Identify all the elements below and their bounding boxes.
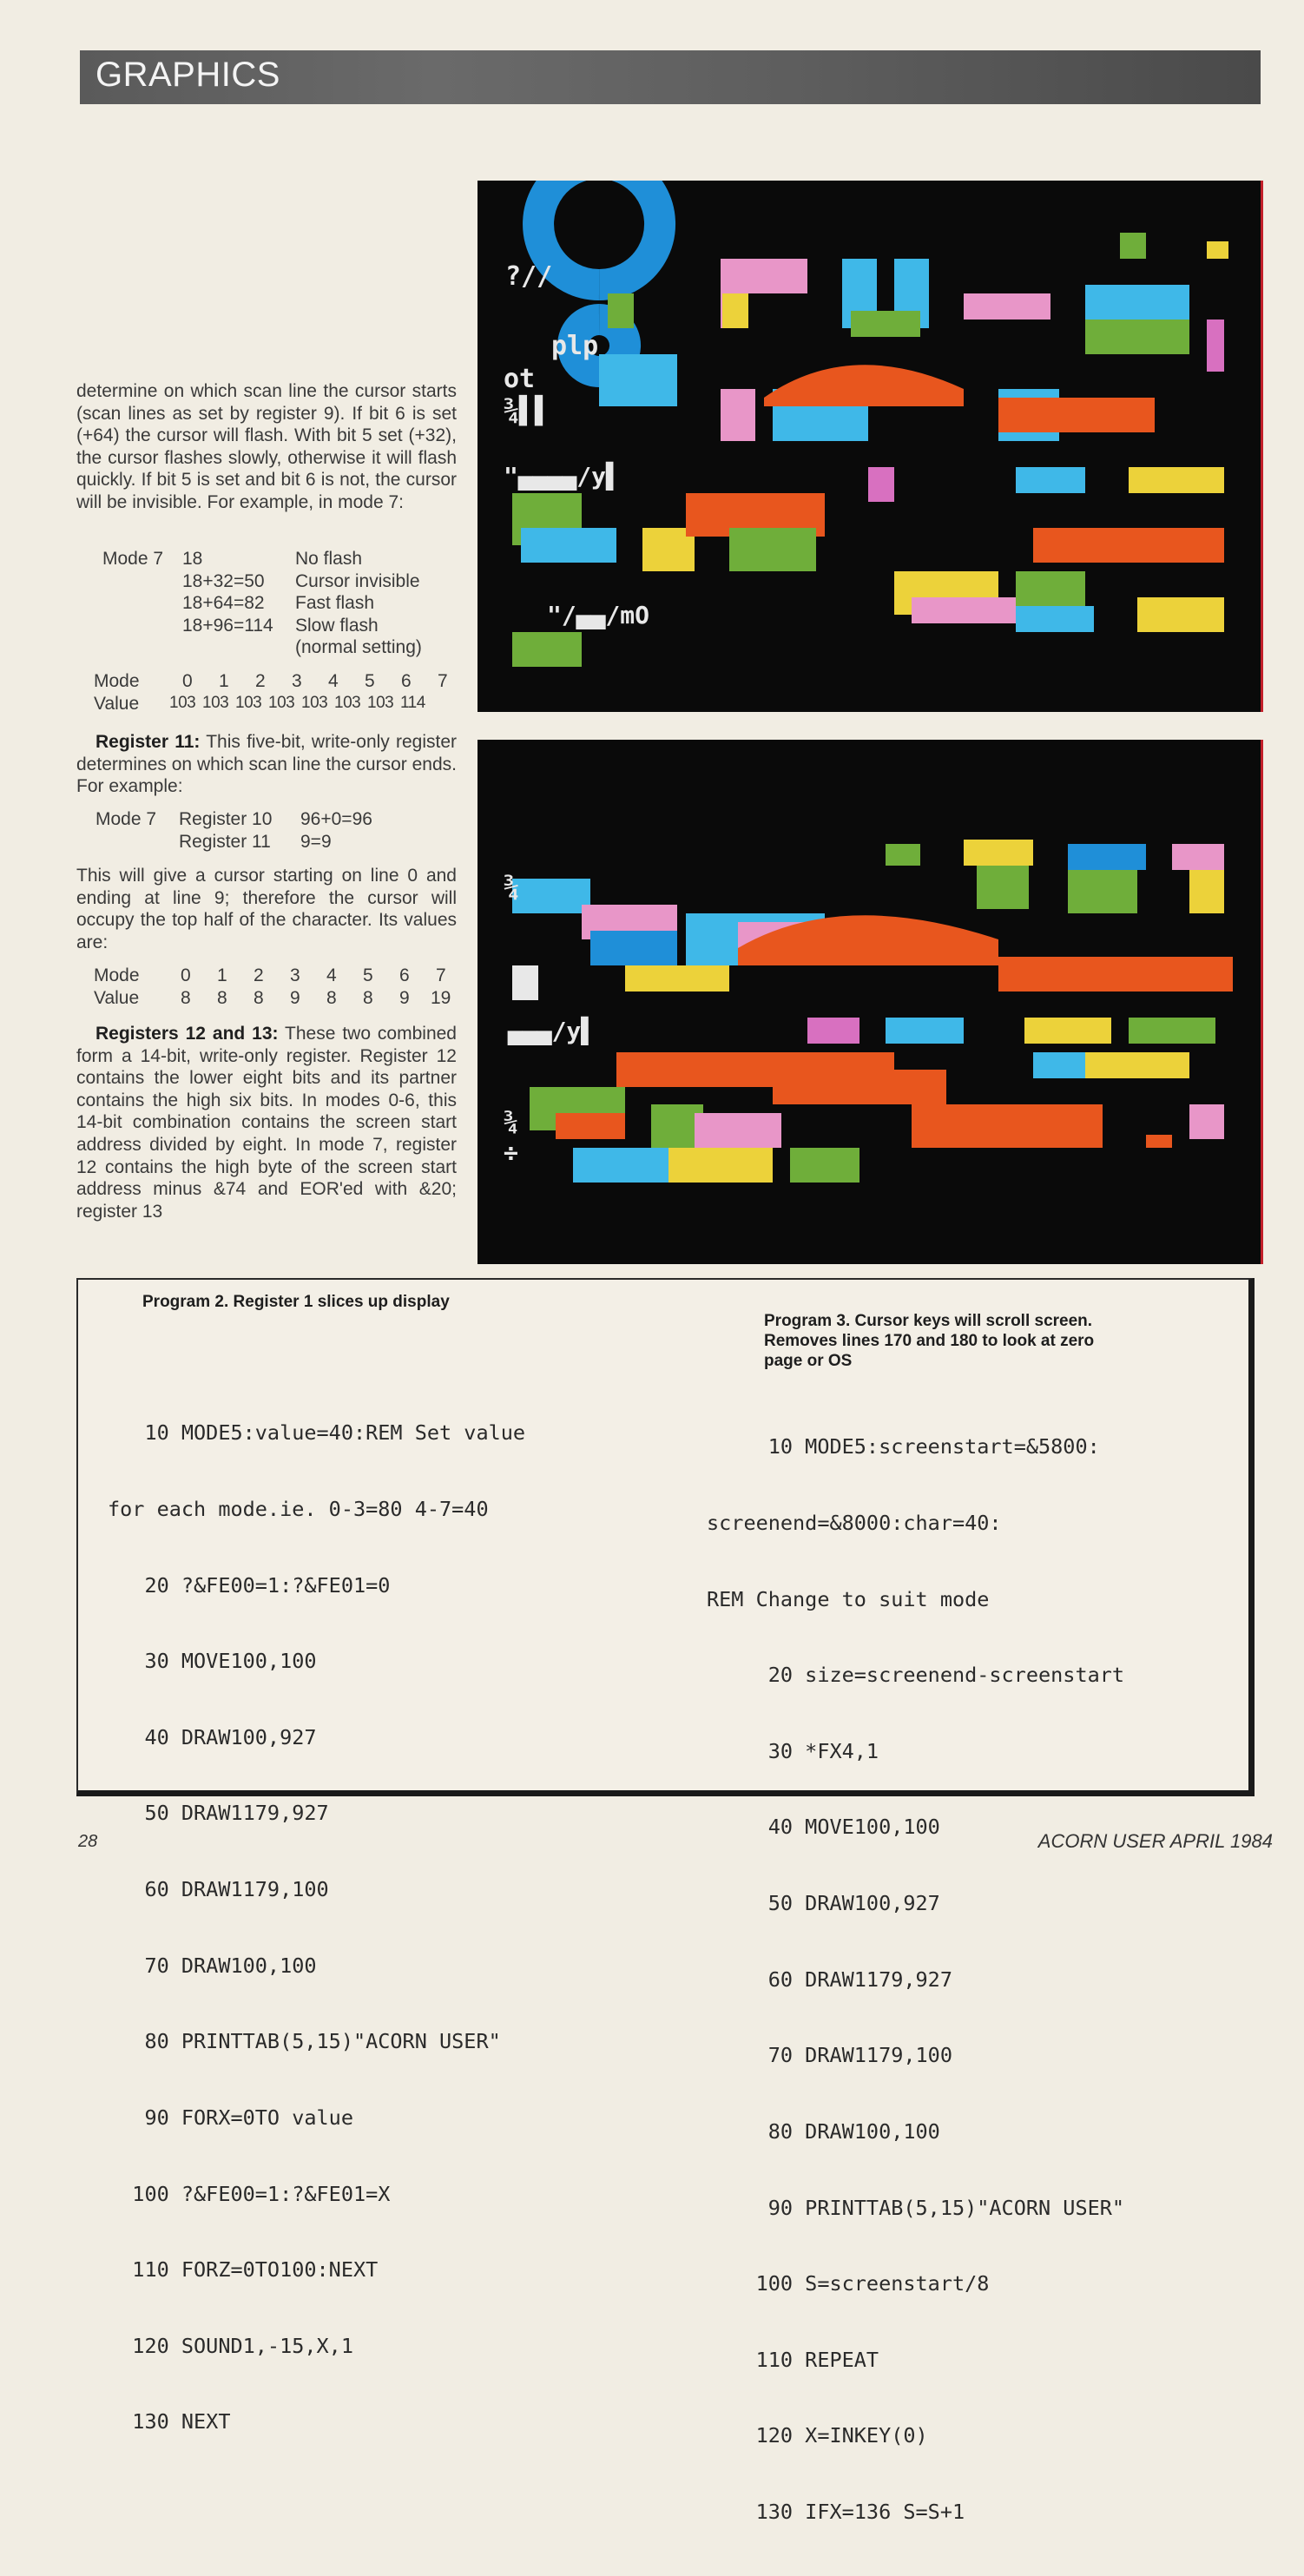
value-cell: 103	[169, 693, 196, 712]
glyph-cyan-u	[599, 354, 677, 406]
code-line: 50 DRAW100,927	[707, 1891, 940, 1916]
program-3-caption-line: Program 3. Cursor keys will scroll screen.	[764, 1312, 1093, 1330]
article-column	[76, 380, 457, 514]
screen-text-2: plp	[551, 331, 599, 361]
values-table-2-values	[94, 988, 467, 1011]
glyph-green-arch	[1068, 870, 1137, 913]
register-12-section	[76, 1023, 457, 1222]
glyph-orange-dash	[1146, 1135, 1172, 1148]
value-cell: 8	[326, 987, 337, 1008]
example-register: Register 10	[179, 809, 273, 829]
program-2-caption: Program 2. Register 1 slices up display	[142, 1293, 450, 1311]
code-line: 20 size=screenend-screenstart	[707, 1663, 1125, 1688]
section-title: GRAPHICS	[95, 56, 280, 94]
register-11-example-row	[95, 809, 460, 832]
mode7-desc: No flash	[295, 549, 363, 569]
value-cell: 8	[181, 987, 191, 1008]
code-line: 40 DRAW100,927	[108, 1724, 317, 1749]
value-cell: 19	[431, 987, 451, 1008]
mode-cell: 2	[254, 965, 264, 985]
glyph-pink-wave	[912, 597, 1016, 623]
values-table-1-modes	[94, 671, 467, 694]
section-header-bar	[80, 50, 1261, 104]
glyph-yellow-right	[1189, 870, 1224, 913]
screenshot-top-art	[477, 181, 1261, 712]
values-table-2-modes	[94, 965, 467, 988]
mode-cell: 5	[365, 671, 375, 691]
register-12-paragraph	[76, 1023, 457, 1222]
program-3-listing	[707, 1384, 1124, 2576]
program-3-caption-line: Removes lines 170 and 180 to look at zero	[764, 1332, 1095, 1350]
values-table-1-values	[94, 694, 467, 716]
glyph-magenta-dots	[868, 467, 894, 502]
program-3-caption	[764, 1311, 1094, 1371]
glyph-yellow-e	[1137, 597, 1224, 632]
glyph-yellow-bar	[625, 965, 729, 992]
screen-text-4: ¾▌▌	[504, 396, 551, 426]
screen-text-5: "▄▄▄▄/y▌	[504, 462, 621, 491]
screen-text-4: ÷	[504, 1138, 518, 1167]
example-value: 96+0=96	[300, 809, 372, 829]
glyph-orange-low2	[912, 1104, 1103, 1148]
value-cell: 103	[202, 693, 229, 712]
code-line: 100 S=screenstart/8	[707, 2271, 990, 2296]
values-table-1	[94, 671, 467, 715]
value-cell: 8	[363, 987, 373, 1008]
mode-cell: 4	[328, 671, 339, 691]
code-line: 130 NEXT	[108, 2409, 231, 2434]
glyph-yellow-row	[1024, 1018, 1111, 1044]
register-11-text: This five-bit, write-only register determines on which scan line the cursor ends. For example:	[76, 732, 457, 797]
mode7-row	[102, 616, 467, 638]
glyph-orange-bar	[998, 957, 1233, 992]
glyph-cyan-m	[1085, 285, 1189, 320]
code-line: for each mode.ie. 0-3=80 4-7=40	[108, 1497, 489, 1522]
mode-cell: 3	[292, 671, 302, 691]
code-line: screenend=&8000:char=40:	[707, 1511, 1002, 1536]
article-paragraph-2: This will give a cursor starting on line 0 and ending at line 9; therefore the cursor will occupy the top half of the character. Its values are:	[76, 866, 457, 952]
glyph-cyan-low	[573, 1148, 677, 1183]
glyph-yellow-t	[964, 840, 1033, 866]
code-line: 100 ?&FE00=1:?&FE01=X	[108, 2181, 391, 2206]
mode-cell: 7	[438, 671, 448, 691]
register-11-example-row	[95, 832, 460, 854]
glyph-green-feet	[790, 1148, 859, 1183]
glyph-magenta-dots	[807, 1018, 859, 1044]
glyph-yellow-stair	[1085, 1052, 1189, 1078]
code-line: 40 MOVE100,100	[707, 1815, 940, 1840]
value-cell: 9	[290, 987, 300, 1008]
mode-cell: 1	[217, 965, 227, 985]
program-2-listing	[108, 1370, 525, 2486]
page-number: 28	[78, 1832, 98, 1851]
glyph-cyan-stripe	[1016, 467, 1085, 493]
value-cell: 8	[217, 987, 227, 1008]
glyph-cyan-c	[521, 528, 616, 563]
screen-text-1: ¾	[504, 873, 520, 903]
example-value: 9=9	[300, 831, 332, 852]
code-line: 10 MODE5:screenstart=&5800:	[707, 1434, 1100, 1459]
value-label: Value	[94, 987, 140, 1008]
register-11-section	[76, 731, 457, 798]
mode-cell: 1	[219, 671, 229, 691]
code-line: REM Change to suit mode	[707, 1586, 990, 1611]
code-line: 60 DRAW1179,100	[108, 1877, 329, 1902]
mode-cell: 0	[182, 671, 193, 691]
glyph-pink-top	[1172, 844, 1224, 870]
code-line: 120 SOUND1,-15,X,1	[108, 2333, 353, 2358]
code-line: 90 PRINTTAB(5,15)"ACORN USER"	[707, 2195, 1125, 2220]
glyph-green-row	[1129, 1018, 1215, 1044]
screen-text-1: ?//	[505, 261, 553, 292]
code-line: 70 DRAW1179,100	[707, 2043, 952, 2068]
glyph-green-m	[1085, 320, 1189, 354]
glyph-yellow-low	[668, 1148, 773, 1183]
glyph-cyan-left	[512, 879, 590, 913]
screenshot-top	[477, 181, 1263, 712]
glyph-green-t	[977, 866, 1029, 909]
register-11-paragraph	[76, 731, 457, 798]
mode-cell: 2	[255, 671, 266, 691]
glyph-cyan-row	[886, 1018, 964, 1044]
code-line: 70 DRAW100,100	[108, 1953, 317, 1978]
code-line: 80 DRAW100,100	[707, 2118, 940, 2144]
register-11-example	[95, 809, 460, 853]
example-mode: Mode 7	[95, 809, 157, 829]
code-line: 30 *FX4,1	[707, 1738, 879, 1763]
mode7-calc: 18+64=82	[182, 593, 265, 614]
glyph-green-block	[608, 293, 634, 328]
code-line: 130 IFX=136 S=S+1	[707, 2499, 965, 2524]
magazine-footer: ACORN USER APRIL 1984	[1037, 1830, 1273, 1852]
code-line: 90 FORX=0TO value	[108, 2105, 353, 2130]
glyph-orange-bar	[998, 398, 1155, 432]
mode7-desc: Cursor invisible	[295, 570, 420, 591]
mode7-desc: Fast flash	[295, 593, 375, 614]
mode7-calc: 18+32=50	[182, 570, 265, 591]
value-cell: 103	[367, 693, 394, 712]
mode-label: Mode	[94, 965, 140, 985]
code-line: 30 MOVE100,100	[108, 1649, 317, 1674]
value-label: Value	[94, 693, 140, 714]
mode-cell: 5	[363, 965, 373, 985]
glyph-blue-mid	[590, 931, 677, 965]
value-cell: 8	[254, 987, 264, 1008]
glyph-green-band	[729, 528, 816, 571]
glyph-yellow-stripe	[1129, 467, 1224, 493]
mode7-desc: Slow flash	[295, 615, 379, 636]
screen-text-6: "/▄▄/mO	[547, 601, 650, 629]
glyph-yellow-block	[722, 293, 748, 328]
mode7-row	[102, 593, 467, 616]
mode7-desc: (normal setting)	[295, 637, 422, 658]
glyph-white-dots	[512, 965, 538, 1000]
register-12-text: These two combined form a 14-bit, write-only register. Register 12 contains the lower eight bits and its partner contains the high six bits. In modes 0-6, this 14-bit combination contains the screen start address divided by eight. In mode 7, register 12 contains the high byte of the screen start address minus &74 and EOR'ed with &20; register 13	[76, 1024, 457, 1222]
program-3-caption-line: page or OS	[764, 1352, 853, 1370]
mode7-row	[102, 637, 467, 660]
glyph-yellow-dot	[1207, 241, 1228, 259]
code-line: 80 PRINTTAB(5,15)"ACORN USER"	[108, 2029, 501, 2054]
glyph-orange-arc	[764, 365, 964, 406]
mode7-calc: 18	[182, 549, 203, 569]
mode7-row	[102, 571, 467, 594]
mode7-calc: 18+96=114	[182, 615, 273, 636]
mode-cell: 6	[399, 965, 410, 985]
value-cell: 114	[400, 693, 425, 712]
code-line: 50 DRAW1179,927	[108, 1801, 329, 1826]
code-line: 60 DRAW1179,927	[707, 1967, 952, 1992]
code-line: 20 ?&FE00=1:?&FE01=0	[108, 1572, 391, 1598]
screen-text-2: ▄▄▄/y▌	[508, 1017, 596, 1045]
code-line: 120 X=INKEY(0)	[707, 2423, 928, 2448]
glyph-green-peak	[886, 844, 920, 866]
glyph-orange-band2	[1033, 528, 1224, 563]
mode-cell: 3	[290, 965, 300, 985]
mode-cell: 6	[401, 671, 412, 691]
glyph-magenta-bars	[1207, 320, 1224, 372]
glyph-pink-bar	[964, 293, 1050, 320]
code-line: 110 FORZ=0TO100:NEXT	[108, 2257, 379, 2283]
code-line: 110 REPEAT	[707, 2347, 879, 2372]
mode7-table	[102, 549, 467, 660]
mode-cell: 0	[181, 965, 191, 985]
screen-text-3: ot	[504, 364, 536, 394]
screenshot-bottom	[477, 740, 1263, 1264]
glyph-pink-right	[1189, 1104, 1224, 1139]
screenshot-bottom-art	[477, 740, 1261, 1264]
glyph-pink-low	[695, 1113, 781, 1148]
glyph-green-peak	[1120, 233, 1146, 259]
value-cell: 103	[301, 693, 328, 712]
mode7-row	[102, 549, 467, 571]
article-paragraph-2-wrap	[76, 865, 457, 953]
article-paragraph-1: determine on which scan line the cursor starts (scan lines as set by register 9). If bit 6 is set (+64) the cursor will flash. With bit 5 set (+32), the cursor flashes slowly, otherwise it will flash quickly. If bit 5 is set and bit 6 is not, the cursor will be invisible. For example, in mode 7:	[76, 381, 457, 512]
glyph-blue-arch	[1068, 844, 1146, 870]
mode-label: Mode	[94, 671, 140, 691]
mode-cell: 7	[436, 965, 446, 985]
register-12-heading: Registers 12 and 13:	[95, 1024, 279, 1044]
values-table-2	[94, 965, 467, 1010]
glyph-cyan-s	[1016, 606, 1094, 632]
mode-cell: 4	[326, 965, 337, 985]
value-cell: 103	[334, 693, 361, 712]
mode7-label: Mode 7	[102, 549, 164, 569]
glyph-orange-band2	[773, 1070, 946, 1104]
glyph-pink-i	[721, 389, 755, 441]
value-cell: 103	[268, 693, 295, 712]
glyph-green-feet	[512, 632, 582, 667]
value-cell: 9	[399, 987, 410, 1008]
screen-text-3: ¾	[504, 1108, 518, 1136]
glyph-green-h	[851, 311, 920, 337]
value-cell: 103	[235, 693, 262, 712]
code-line: 10 MODE5:value=40:REM Set value	[108, 1420, 526, 1446]
register-11-heading: Register 11:	[95, 732, 201, 752]
glyph-orange-low	[556, 1113, 625, 1139]
example-register: Register 11	[179, 831, 271, 852]
